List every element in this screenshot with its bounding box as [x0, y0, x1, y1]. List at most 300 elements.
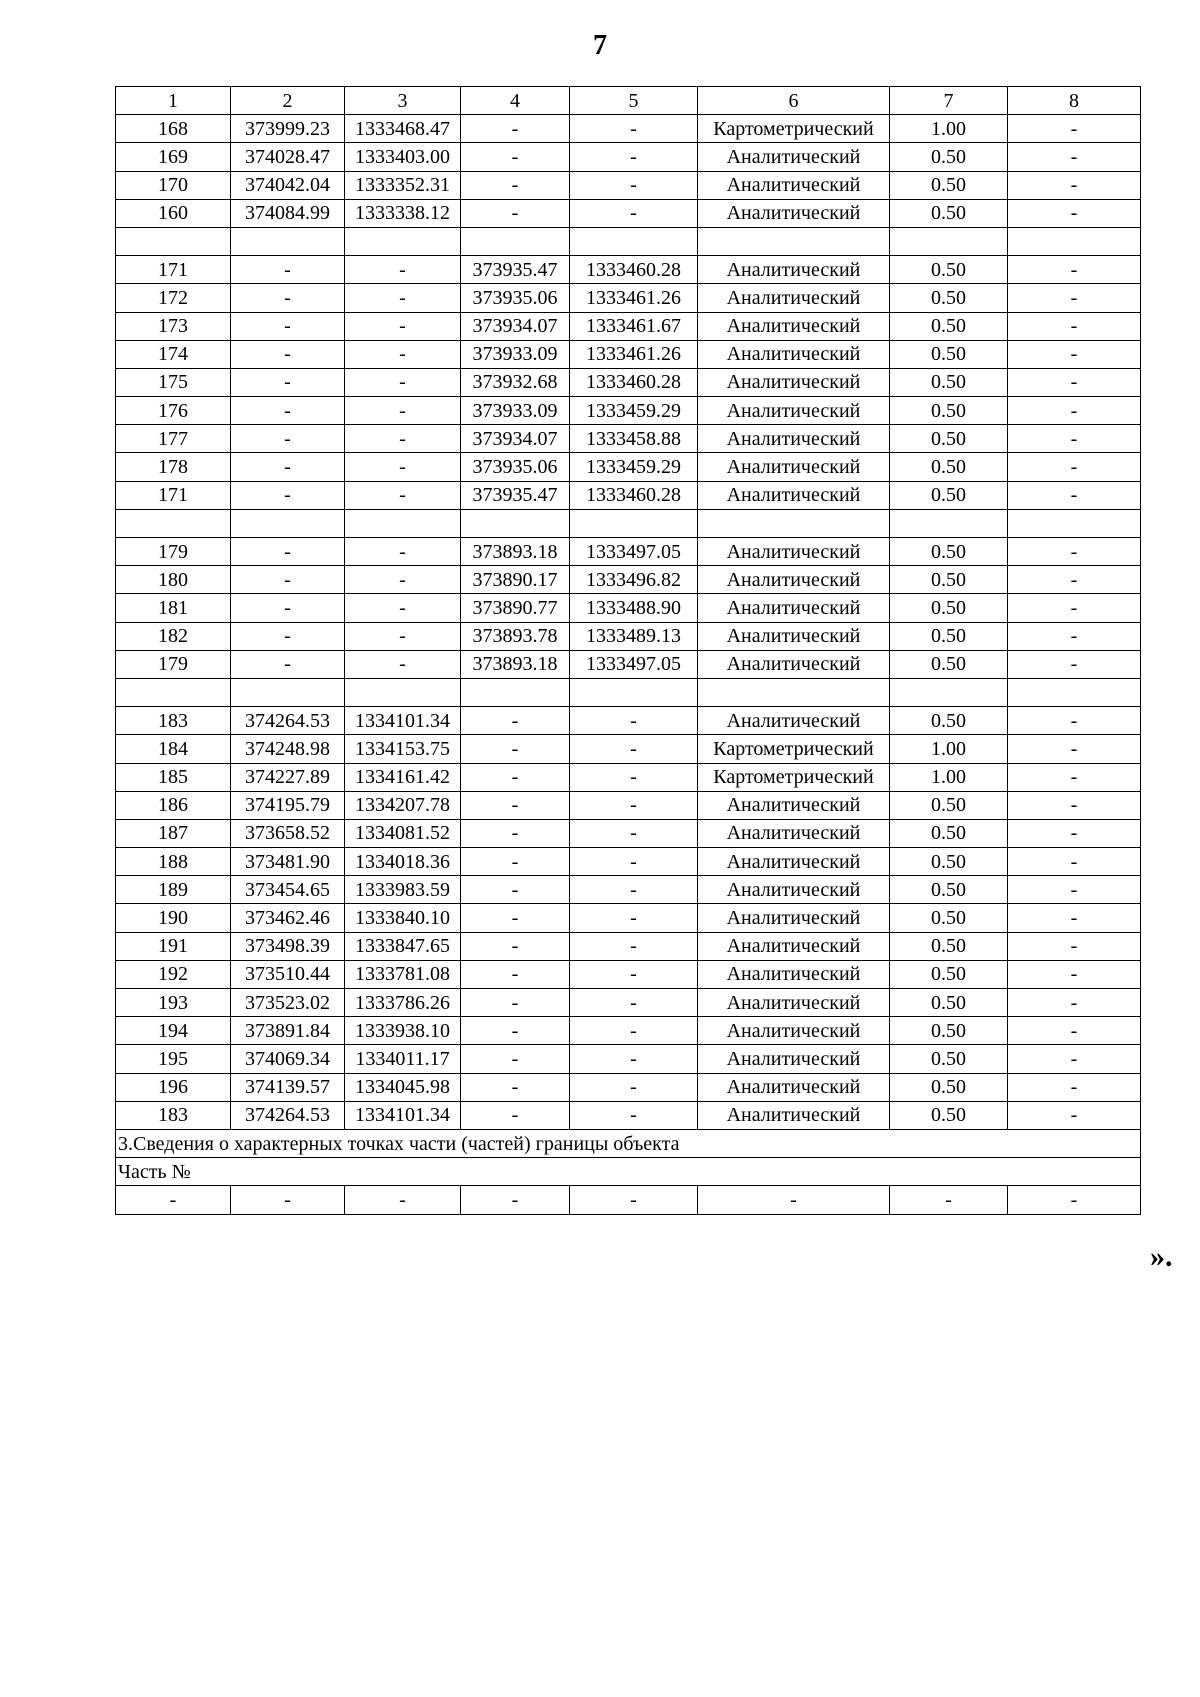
part-label-row-cell: Часть № [116, 1158, 1141, 1186]
table-cell: - [345, 312, 461, 340]
table-row [116, 538, 1141, 566]
table-cell: Аналитический [698, 1017, 890, 1045]
table-cell: - [570, 735, 698, 763]
table-cell: - [461, 1101, 570, 1129]
table-row [116, 876, 1141, 904]
table-cell: Аналитический [698, 1073, 890, 1101]
table-cell: - [231, 538, 345, 566]
table-cell: - [231, 312, 345, 340]
empty-cell [698, 227, 890, 255]
table-cell: - [231, 340, 345, 368]
table-row [116, 481, 1141, 509]
table-cell: 1333496.82 [570, 566, 698, 594]
table-cell: 192 [116, 960, 231, 988]
table-cell: 5 [570, 87, 698, 115]
table-cell: 0.50 [890, 1045, 1008, 1073]
table-cell: - [570, 960, 698, 988]
table-cell: 373462.46 [231, 904, 345, 932]
table-row [116, 707, 1141, 735]
table-cell: 175 [116, 368, 231, 396]
table-cell: Аналитический [698, 876, 890, 904]
table-cell: 1.00 [890, 115, 1008, 143]
table-row [116, 256, 1141, 284]
table-cell: - [1008, 453, 1141, 481]
table-cell: 374248.98 [231, 735, 345, 763]
table-cell: - [1008, 284, 1141, 312]
section-title-row [116, 1129, 1141, 1157]
separator-row [116, 227, 1141, 255]
empty-cell [116, 678, 231, 706]
table-row [116, 340, 1141, 368]
table-cell: 0.50 [890, 932, 1008, 960]
table-cell: Аналитический [698, 312, 890, 340]
table-cell: 0.50 [890, 1073, 1008, 1101]
table-cell: - [461, 1073, 570, 1101]
table-cell: 173 [116, 312, 231, 340]
table-body [116, 87, 1141, 1215]
table-cell: - [1008, 481, 1141, 509]
table-cell: 0.50 [890, 425, 1008, 453]
table-cell: 191 [116, 932, 231, 960]
table-cell: - [345, 1186, 461, 1214]
empty-cell [890, 509, 1008, 537]
table-row [116, 1045, 1141, 1073]
table-cell: - [231, 594, 345, 622]
table-cell: - [698, 1186, 890, 1214]
table-cell: - [345, 481, 461, 509]
empty-cell [461, 678, 570, 706]
table-cell: 0.50 [890, 904, 1008, 932]
table-cell: Аналитический [698, 199, 890, 227]
table-cell: 0.50 [890, 312, 1008, 340]
table-row [116, 650, 1141, 678]
table-cell: 0.50 [890, 989, 1008, 1017]
table-cell: - [461, 1045, 570, 1073]
table-cell: Картометрический [698, 763, 890, 791]
table-cell: - [345, 594, 461, 622]
table-cell: - [461, 904, 570, 932]
table-cell: - [1008, 819, 1141, 847]
empty-cell [1008, 678, 1141, 706]
table-cell: 1333938.10 [345, 1017, 461, 1045]
table-cell: 1334045.98 [345, 1073, 461, 1101]
table-cell: 1333489.13 [570, 622, 698, 650]
table-cell: 0.50 [890, 1017, 1008, 1045]
table-cell: 7 [890, 87, 1008, 115]
table-cell: 1333488.90 [570, 594, 698, 622]
table-row [116, 1073, 1141, 1101]
table-cell: - [1008, 763, 1141, 791]
table-cell: 374227.89 [231, 763, 345, 791]
table-cell: 1334011.17 [345, 1045, 461, 1073]
table-cell: 180 [116, 566, 231, 594]
table-cell: 0.50 [890, 848, 1008, 876]
table-cell: - [1008, 1186, 1141, 1214]
table-cell: 1334101.34 [345, 1101, 461, 1129]
table-cell: 1334153.75 [345, 735, 461, 763]
table-cell: 1333840.10 [345, 904, 461, 932]
table-cell: 0.50 [890, 256, 1008, 284]
table-cell: Аналитический [698, 566, 890, 594]
table-cell: 0.50 [890, 171, 1008, 199]
table-cell: 1333461.26 [570, 284, 698, 312]
table-cell: Аналитический [698, 453, 890, 481]
table-cell: - [461, 960, 570, 988]
table-cell: - [345, 397, 461, 425]
table-cell: - [461, 791, 570, 819]
table-cell: 373933.09 [461, 340, 570, 368]
table-cell: 0.50 [890, 143, 1008, 171]
table-cell: - [1008, 904, 1141, 932]
table-cell: 374139.57 [231, 1073, 345, 1101]
table-cell: - [345, 650, 461, 678]
table-cell: Аналитический [698, 622, 890, 650]
table-row [116, 312, 1141, 340]
table-cell: - [1008, 171, 1141, 199]
table-cell: - [570, 1017, 698, 1045]
table-cell: Аналитический [698, 481, 890, 509]
table-cell: - [570, 1045, 698, 1073]
table-cell: - [345, 453, 461, 481]
table-cell: 1333468.47 [345, 115, 461, 143]
table-cell: - [570, 763, 698, 791]
table-row [116, 763, 1141, 791]
table-cell: - [570, 171, 698, 199]
table-cell: - [570, 876, 698, 904]
table-cell: 0.50 [890, 397, 1008, 425]
table-cell: 1334018.36 [345, 848, 461, 876]
table-cell: - [461, 115, 570, 143]
table-cell: 187 [116, 819, 231, 847]
table-cell: 1334207.78 [345, 791, 461, 819]
table-cell: Аналитический [698, 1101, 890, 1129]
table-cell: - [570, 199, 698, 227]
table-cell: - [345, 622, 461, 650]
table-cell: - [1008, 1045, 1141, 1073]
table-cell: 193 [116, 989, 231, 1017]
table-row [116, 453, 1141, 481]
empty-cell [345, 678, 461, 706]
table-cell: 0.50 [890, 622, 1008, 650]
page-number: 7 [593, 30, 607, 61]
empty-cell [231, 678, 345, 706]
table-cell: Аналитический [698, 256, 890, 284]
table-cell: 373935.06 [461, 284, 570, 312]
table-cell: 177 [116, 425, 231, 453]
table-cell: 374195.79 [231, 791, 345, 819]
table-cell: 168 [116, 115, 231, 143]
table-cell: 1333403.00 [345, 143, 461, 171]
table-cell: 373481.90 [231, 848, 345, 876]
table-row [116, 566, 1141, 594]
table-cell: 0.50 [890, 876, 1008, 904]
empty-cell [698, 678, 890, 706]
table-cell: - [1008, 989, 1141, 1017]
table-cell: - [345, 566, 461, 594]
table-cell: 373935.06 [461, 453, 570, 481]
table-cell: 373658.52 [231, 819, 345, 847]
table-cell: 373891.84 [231, 1017, 345, 1045]
table-cell: 4 [461, 87, 570, 115]
table-cell: 1333461.67 [570, 312, 698, 340]
table-cell: 169 [116, 143, 231, 171]
table-cell: 1333847.65 [345, 932, 461, 960]
table-cell: 188 [116, 848, 231, 876]
table-cell: - [570, 989, 698, 1017]
table-cell: Картометрический [698, 735, 890, 763]
empty-cell [345, 509, 461, 537]
table-cell: 1333497.05 [570, 650, 698, 678]
table-cell: 373498.39 [231, 932, 345, 960]
table-cell: - [570, 707, 698, 735]
table-cell: 170 [116, 171, 231, 199]
table-row [116, 989, 1141, 1017]
table-cell: - [461, 848, 570, 876]
table-cell: 373893.18 [461, 538, 570, 566]
table-row [116, 960, 1141, 988]
table-cell: Аналитический [698, 171, 890, 199]
empty-cell [231, 227, 345, 255]
table-cell: - [345, 256, 461, 284]
table-cell: - [1008, 256, 1141, 284]
table-cell: 373893.18 [461, 650, 570, 678]
empty-cell [890, 678, 1008, 706]
table-cell: 171 [116, 481, 231, 509]
table-cell: 160 [116, 199, 231, 227]
table-cell: 373934.07 [461, 425, 570, 453]
table-cell: 1333461.26 [570, 340, 698, 368]
table-cell: 183 [116, 707, 231, 735]
table-cell: 1333460.28 [570, 481, 698, 509]
table-row [116, 1017, 1141, 1045]
table-cell: 3 [345, 87, 461, 115]
table-cell: Аналитический [698, 848, 890, 876]
empty-cell [570, 678, 698, 706]
table-cell: - [570, 932, 698, 960]
table-cell: Аналитический [698, 960, 890, 988]
table-cell: Аналитический [698, 340, 890, 368]
table-cell: 6 [698, 87, 890, 115]
table-cell: - [1008, 312, 1141, 340]
table-cell: 171 [116, 256, 231, 284]
table-cell: - [1008, 594, 1141, 622]
table-cell: Аналитический [698, 594, 890, 622]
table-cell: 373510.44 [231, 960, 345, 988]
table-cell: 373893.78 [461, 622, 570, 650]
table-cell: 1333458.88 [570, 425, 698, 453]
table-cell: 1333983.59 [345, 876, 461, 904]
table-cell: - [570, 904, 698, 932]
table-cell: 1334081.52 [345, 819, 461, 847]
table-cell: - [231, 284, 345, 312]
empty-cell [116, 509, 231, 537]
empty-cell [570, 509, 698, 537]
table-cell: - [461, 932, 570, 960]
table-cell: 183 [116, 1101, 231, 1129]
table-cell: Аналитический [698, 650, 890, 678]
empty-cell [698, 509, 890, 537]
table-cell: 172 [116, 284, 231, 312]
table-cell: Аналитический [698, 904, 890, 932]
table-header-row [116, 87, 1141, 115]
empty-cell [1008, 509, 1141, 537]
table-cell: - [231, 1186, 345, 1214]
table-cell: 0.50 [890, 368, 1008, 396]
table-cell: 1333497.05 [570, 538, 698, 566]
table-cell: 0.50 [890, 566, 1008, 594]
separator-row [116, 678, 1141, 706]
table-cell: 1333352.31 [345, 171, 461, 199]
table-cell: - [461, 763, 570, 791]
table-cell: 373933.09 [461, 397, 570, 425]
table-cell: - [231, 256, 345, 284]
table-row [116, 199, 1141, 227]
table-cell: - [231, 397, 345, 425]
table-cell: 179 [116, 650, 231, 678]
table-cell: 1334101.34 [345, 707, 461, 735]
table-cell: Аналитический [698, 397, 890, 425]
table-cell: 178 [116, 453, 231, 481]
table-cell: - [1008, 876, 1141, 904]
table-cell: - [1008, 538, 1141, 566]
separator-row [116, 509, 1141, 537]
empty-cell [461, 227, 570, 255]
table-cell: 373935.47 [461, 256, 570, 284]
table-cell: 1 [116, 87, 231, 115]
table-cell: - [231, 566, 345, 594]
table-cell: - [570, 819, 698, 847]
table-cell: 1333781.08 [345, 960, 461, 988]
table-cell: - [890, 1186, 1008, 1214]
table-cell: 374264.53 [231, 1101, 345, 1129]
table-row [116, 848, 1141, 876]
table-cell: - [1008, 1017, 1141, 1045]
table-cell: - [461, 707, 570, 735]
empty-cell [231, 509, 345, 537]
table-cell: 0.50 [890, 791, 1008, 819]
table-cell: - [1008, 932, 1141, 960]
table-row [116, 397, 1141, 425]
table-cell: Аналитический [698, 425, 890, 453]
table-cell: - [1008, 707, 1141, 735]
table-cell: 0.50 [890, 594, 1008, 622]
table-cell: 181 [116, 594, 231, 622]
table-cell: 0.50 [890, 538, 1008, 566]
table-cell: Аналитический [698, 819, 890, 847]
table-cell: - [231, 481, 345, 509]
table-cell: 1333459.29 [570, 453, 698, 481]
table-cell: - [570, 1186, 698, 1214]
table-cell: 189 [116, 876, 231, 904]
table-cell: - [461, 876, 570, 904]
table-cell: 373934.07 [461, 312, 570, 340]
table-cell: - [345, 425, 461, 453]
table-cell: - [461, 1186, 570, 1214]
table-cell: 194 [116, 1017, 231, 1045]
empty-cell [116, 227, 231, 255]
section-title-row-cell: 3.Сведения о характерных точках части (частей) границы объекта [116, 1129, 1141, 1157]
table-cell: - [461, 1017, 570, 1045]
empty-cell [461, 509, 570, 537]
closing-quote: ». [1150, 1240, 1173, 1273]
table-cell: - [1008, 1101, 1141, 1129]
table-cell: 374264.53 [231, 707, 345, 735]
table-cell: - [1008, 735, 1141, 763]
table-row [116, 904, 1141, 932]
table-cell: 0.50 [890, 960, 1008, 988]
table-cell: 373523.02 [231, 989, 345, 1017]
table-cell: 2 [231, 87, 345, 115]
table-cell: - [461, 819, 570, 847]
table-cell: 0.50 [890, 707, 1008, 735]
table-cell: 176 [116, 397, 231, 425]
table-cell: 374042.04 [231, 171, 345, 199]
table-cell: - [1008, 1073, 1141, 1101]
table-row [116, 368, 1141, 396]
empty-cell [570, 227, 698, 255]
table-row [116, 791, 1141, 819]
table-cell: 373890.17 [461, 566, 570, 594]
table-cell: 174 [116, 340, 231, 368]
table-cell: 195 [116, 1045, 231, 1073]
table-cell: - [1008, 650, 1141, 678]
table-cell: Аналитический [698, 791, 890, 819]
table-cell: Аналитический [698, 989, 890, 1017]
table-cell: 0.50 [890, 453, 1008, 481]
table-cell: - [345, 340, 461, 368]
coordinates-table-wrapper [115, 86, 1141, 1215]
table-cell: 374084.99 [231, 199, 345, 227]
empty-cell [1008, 227, 1141, 255]
table-cell: - [1008, 960, 1141, 988]
table-cell: - [231, 622, 345, 650]
table-row [116, 171, 1141, 199]
table-cell: - [570, 1101, 698, 1129]
table-cell: 373454.65 [231, 876, 345, 904]
table-row [116, 143, 1141, 171]
table-cell: - [345, 368, 461, 396]
table-cell: Аналитический [698, 538, 890, 566]
table-cell: Аналитический [698, 1045, 890, 1073]
table-cell: - [1008, 143, 1141, 171]
coordinates-table [115, 86, 1141, 1215]
empty-cell [890, 227, 1008, 255]
table-cell: - [461, 989, 570, 1017]
table-cell: 374028.47 [231, 143, 345, 171]
table-cell: - [461, 171, 570, 199]
table-cell: - [1008, 199, 1141, 227]
table-cell: - [116, 1186, 231, 1214]
table-cell: - [1008, 848, 1141, 876]
table-cell: 1.00 [890, 763, 1008, 791]
table-cell: 186 [116, 791, 231, 819]
table-cell: Аналитический [698, 932, 890, 960]
table-cell: - [1008, 397, 1141, 425]
part-label-row [116, 1158, 1141, 1186]
table-cell: - [345, 284, 461, 312]
table-cell: - [1008, 340, 1141, 368]
table-cell: - [231, 453, 345, 481]
table-row [116, 594, 1141, 622]
empty-cell [345, 227, 461, 255]
table-cell: - [570, 1073, 698, 1101]
table-cell: - [1008, 368, 1141, 396]
table-cell: 373932.68 [461, 368, 570, 396]
table-cell: 373935.47 [461, 481, 570, 509]
table-cell: Аналитический [698, 284, 890, 312]
table-cell: 373890.77 [461, 594, 570, 622]
table-row [116, 425, 1141, 453]
